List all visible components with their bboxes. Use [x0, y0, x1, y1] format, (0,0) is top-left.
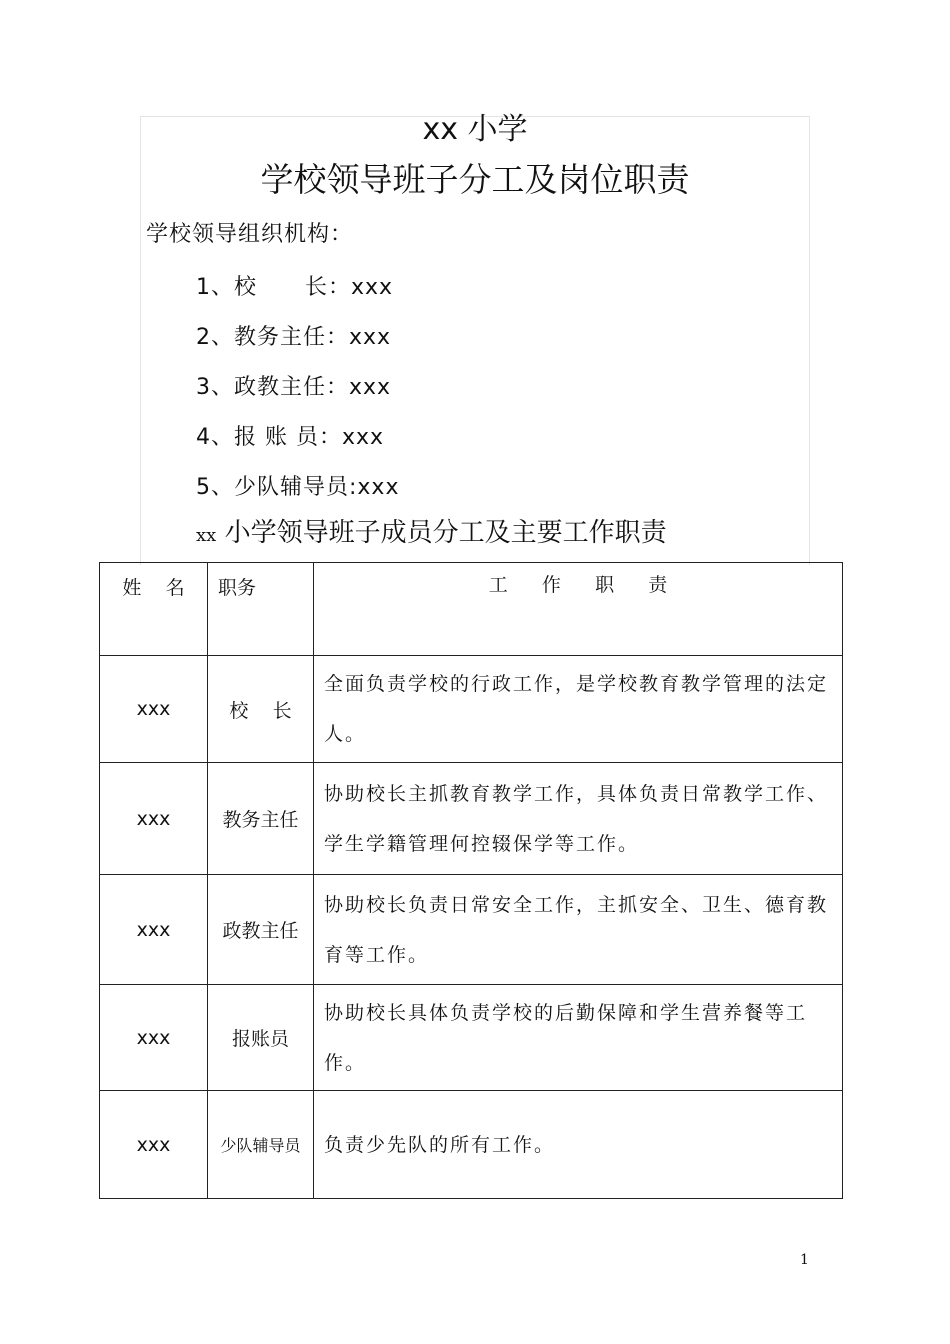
table-row — [100, 875, 843, 985]
table-row — [100, 1091, 843, 1199]
duty-text: 全面负责学校的行政工作，是学校教育教学管理的法定人。 — [324, 673, 829, 745]
page-number: 1 — [800, 1252, 809, 1268]
cell-duty — [314, 763, 843, 875]
org-item: 4、报 账 员：xxx — [196, 425, 385, 450]
table-row — [100, 985, 843, 1091]
duty-text: 协助校长负责日常安全工作，主抓安全、卫生、德育教育等工作。 — [324, 893, 829, 966]
header-name: 姓 名 — [100, 563, 208, 656]
table-header-row — [100, 563, 843, 656]
cell-duty — [314, 1091, 843, 1199]
header-duty: 工 作 职 责 — [314, 563, 843, 656]
duty-text: 负责少先队的所有工作。 — [324, 1133, 556, 1156]
org-item: 5、少队辅导员:xxx — [196, 475, 400, 500]
org-structure-label: 学校领导组织机构： — [146, 222, 354, 247]
duty-text: 协助校长具体负责学校的后勤保障和学生营养餐等工作。 — [324, 1001, 808, 1074]
cell-name: xxx — [100, 985, 208, 1091]
cell-role: 校 长 — [208, 656, 314, 763]
cell-duty — [314, 875, 843, 985]
org-item: 1、校 长：xxx — [196, 275, 394, 300]
org-item: 3、政教主任：xxx — [196, 375, 392, 400]
document-title: 学校领导班子分工及岗位职责 — [260, 160, 690, 199]
header-role: 职务 — [208, 563, 314, 656]
cell-duty — [314, 656, 843, 763]
duty-table — [99, 562, 843, 1199]
cell-name: xxx — [100, 1091, 208, 1199]
cell-role: 政教主任 — [208, 875, 314, 985]
cell-role: 少队辅导员 — [208, 1091, 314, 1199]
subtitle-prefix: xx — [196, 525, 217, 546]
cell-name: xxx — [100, 875, 208, 985]
subtitle-text: 小学领导班子成员分工及主要工作职责 — [224, 518, 667, 548]
cell-role: 报账员 — [208, 985, 314, 1091]
table-row — [100, 763, 843, 875]
org-item: 2、教务主任：xxx — [196, 325, 392, 350]
duty-text: 协助校长主抓教育教学工作，具体负责日常教学工作、学生学籍管理何控辍保学等工作。 — [324, 782, 829, 855]
cell-name: xxx — [100, 763, 208, 875]
table-row — [100, 656, 843, 763]
table-subtitle — [196, 512, 667, 549]
cell-duty — [314, 985, 843, 1091]
cell-role: 教务主任 — [208, 763, 314, 875]
cell-name: xxx — [100, 656, 208, 763]
school-title: xx 小学 — [422, 112, 528, 147]
